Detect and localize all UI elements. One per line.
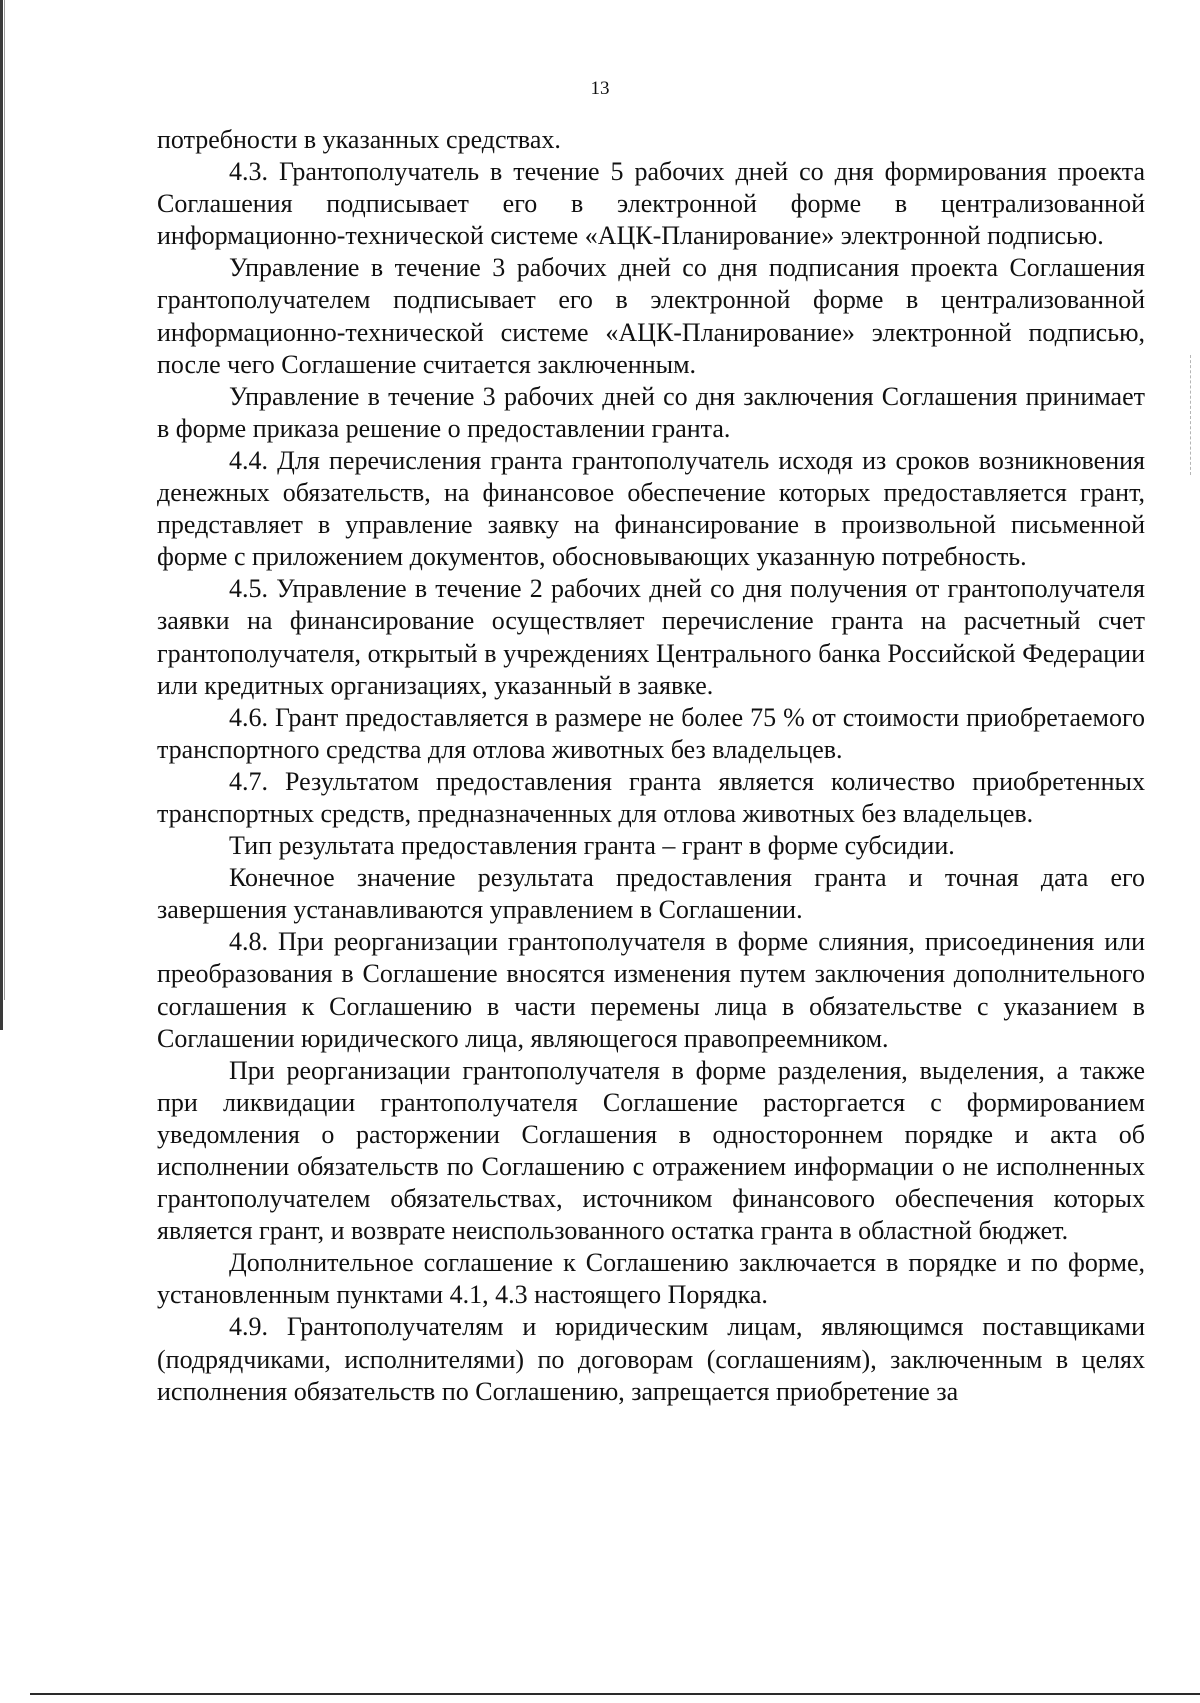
scan-bottom-line (30, 1693, 1200, 1695)
paragraph-signing: Управление в течение 3 рабочих дней со дня подписания проекта Соглашения грантополучателем подписывает его в электронной форме в централизованной информационно-технической системе «АЦК-Планирование» электронной подписью, после чего Соглашение считается заключенным. (157, 253, 1145, 379)
paragraph-final-value: Конечное значение результата предоставления гранта и точная дата его завершения устанавливаются управлением в Соглашении. (157, 863, 1145, 925)
paragraph-order-decision: Управление в течение 3 рабочих дней со дня заключения Соглашения принимает в форме приказа решение о предоставлении гранта. (157, 381, 1145, 443)
paragraph-continuation: потребности в указанных средствах. (157, 125, 561, 154)
paragraph-4-8: 4.8. При реорганизации грантополучателя в форме слияния, присоединения или преобразования в Соглашение вносятся изменения путем заключения дополнительного соглашения к Соглашению в части перемены лица в обязательстве с указанием в Соглашении юридического лица, являющегося правопреемником. (157, 927, 1145, 1053)
document-body (157, 124, 1145, 1408)
page-number: 13 (590, 78, 610, 99)
paragraph-additional-agreement: Дополнительное соглашение к Соглашению заключается в порядке и по форме, установленным пунктами 4.1, 4.3 настоящего Порядка. (157, 1248, 1145, 1310)
paragraph-reorganization: При реорганизации грантополучателя в форме разделения, выделения, а также при ликвидации грантополучателя Соглашение расторгается с формированием уведомления о расторжении Соглашения в одностороннем порядке и акта об исполнении обязательств по Соглашению с отражением информации о не исполненных грантополучателем обязательствах, источником финансового обеспечения которых является грант, и возврате неиспользованного остатка гранта в областной бюджет. (157, 1055, 1145, 1246)
paragraph-4-9: 4.9. Грантополучателям и юридическим лицам, являющимся поставщиками (подрядчиками, исполнителями) по договорам (соглашениям), заключенным в целях исполнения обязательств по Соглашению, запрещается приобретение за (157, 1312, 1145, 1406)
paragraph-4-7: 4.7. Результатом предоставления гранта является количество приобретенных транспортных средств, предназначенных для отлова животных без владельцев. (157, 766, 1145, 828)
scan-left-edge (0, 0, 3, 1030)
paragraph-4-3: 4.3. Грантополучатель в течение 5 рабочих дней со дня формирования проекта Соглашения подписывает его в электронной форме в централизованной информационно-технической системе «АЦК-Планирование» электронной подписью. (157, 157, 1145, 251)
paragraph-4-4: 4.4. Для перечисления гранта грантополучатель исходя из сроков возникновения денежных обязательств, на финансовое обеспечение которых предоставляется грант, представляет в управление заявку на финансирование в произвольной письменной форме с приложением документов, обосновывающих указанную потребность. (157, 445, 1145, 572)
paragraph-result-type: Тип результата предоставления гранта – грант в форме субсидии. (229, 831, 955, 861)
paragraph-4-5: 4.5. Управление в течение 2 рабочих дней со дня получения от грантополучателя заявки на финансирование осуществляет перечисление гранта на расчетный счет грантополучателя, открытый в учреждениях Центрального банка Российской Федерации или кредитных организациях, указанный в заявке. (157, 574, 1145, 700)
scan-right-marks (1190, 355, 1192, 475)
scan-left-edge-inner (4, 0, 5, 1000)
paragraph-4-6: 4.6. Грант предоставляется в размере не более 75 % от стоимости приобретаемого транспортного средства для отлова животных без владельцев. (157, 702, 1145, 764)
